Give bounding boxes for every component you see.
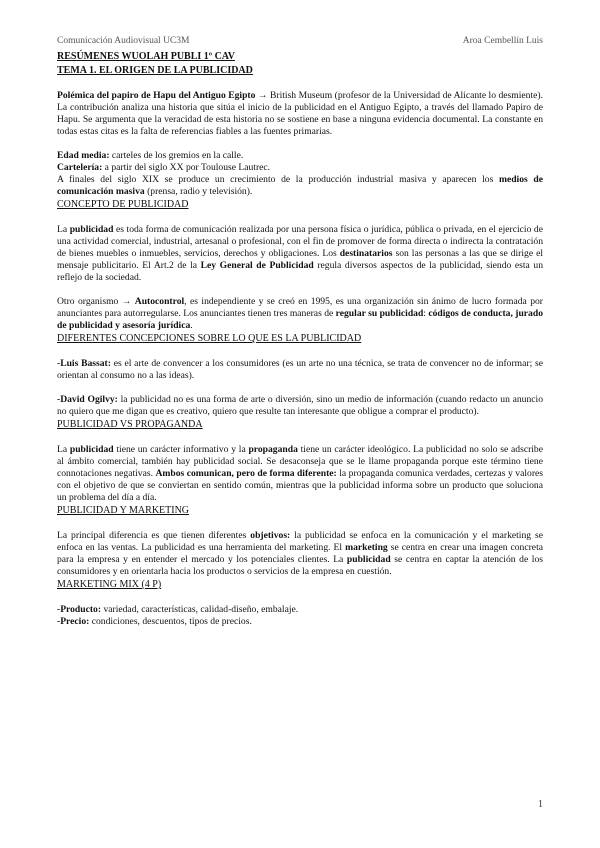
intro-bold: Polémica del papiro de Hapu del Antiguo Egipto	[57, 90, 256, 101]
page-number: 1	[538, 799, 543, 810]
section-heading-mix: MARKETING MIX (4 P)	[57, 579, 162, 590]
document-title: RESÚMENES WUOLAH PUBLI 1º CAV	[57, 51, 235, 62]
bassat-paragraph: -Luis Bassat: es el arte de convencer a los consumidores (es un arte no una técnica, se trata de convencer no de informar; se orientan al consumo no a las ideas).	[57, 358, 543, 381]
mix-producto-line: -Producto: variedad, características, calidad-diseño, embalaje.	[57, 604, 299, 615]
intro-paragraph: Polémica del papiro de Hapu del Antiguo Egipto → British Museum (profesor de la Universidad de Alicante lo desmiente). La contribución analiza una historia que sitúa el inicio de la publicidad en el Antiguo Egipto, a través del llamado Papiro de Hapu. Se argumenta que la veracidad de esta historia no se sostiene en base a ninguna evidencia documental. La constante en todas estas citas es la falta de referencias fiables a las fuentes primarias.	[57, 90, 543, 137]
section-heading-concepto: CONCEPTO DE PUBLICIDAD	[57, 199, 189, 210]
propaganda-paragraph: La publicidad tiene un carácter informativo y la propaganda tiene un carácter ideológico. La publicidad no solo se adscribe al ámbito comercial, también hay publicidad social. Se desaconseja que se le llame propaganda porque este término tiene connotaciones negativas. Ambos comunican, pero de forma diferente: la propaganda comunica verdades, certezas y valores con el objetivo de que se conviertan en sentido común, mientras que la publicidad informa sobre un producto que soluciona un problema del día a día.	[57, 444, 544, 503]
section-heading-marketing: PUBLICIDAD Y MARKETING	[57, 505, 190, 516]
siglo-xix-paragraph: A finales del siglo XIX se produce un crecimiento de la producción industrial masiva y aparecen los medios de comunicación masiva (prensa, radio y televisión).	[57, 174, 544, 197]
header-left: Comunicación Audiovisual UC3M	[57, 36, 190, 46]
mix-precio-line: -Precio: condiciones, descuentos, tipos de precios.	[57, 616, 252, 627]
edad-media-line: Edad media: carteles de los gremios en la calle.	[57, 150, 244, 161]
header-right: Aroa Cembellín Luis	[462, 36, 543, 46]
concepto-paragraph-2: Otro organismo → Autocontrol, es independiente y se creó en 1995, es una organización sin ánimo de lucro formada por anunciantes para autorregularse. Los anunciantes tienen tres maneras de regular su publicidad: códigos de conducta, jurado de publicidad y asesoría jurídica.	[57, 296, 543, 331]
tema-title: TEMA 1. EL ORIGEN DE LA PUBLICIDAD	[57, 65, 253, 76]
carteleria-line: Cartelería: a partir del siglo XX por Toulouse Lautrec.	[57, 162, 271, 173]
section-heading-propaganda: PUBLICIDAD VS PROPAGANDA	[57, 419, 203, 430]
marketing-paragraph: La principal diferencia es que tienen diferentes objetivos: la publicidad se enfoca en la comunicación y el marketing se enfoca en las ventas. La publicidad es una herramienta del marketing. El marketing se centra en crear una imagen concreta para la empresa y en entender el mercado y los potenciales clientes. La publicidad se centra en captar la atención de los consumidores y en orientarla hacia los productos o servicios de la empresa en cuestión.	[57, 530, 543, 577]
section-heading-concepciones: DIFERENTES CONCEPCIONES SOBRE LO QUE ES LA PUBLICIDAD	[57, 333, 362, 344]
document-body	[57, 50, 543, 628]
page-header	[57, 36, 543, 46]
ogilvy-paragraph: -David Ogilvy: la publicidad no es una forma de arte o diversión, sino un medio de información (cuando redacto un anuncio no quiero que me digan que es creativo, quiero que resulte tan interesante que obligue a comprar el producto).	[57, 394, 543, 417]
concepto-paragraph-1: La publicidad es toda forma de comunicación realizada por una persona física o jurídica, pública o privada, en el ejercicio de una actividad comercial, industrial, artesanal o profesional, con el fin de promover de forma directa o indirecta la contratación de bienes muebles o inmuebles, servicios, derechos y obligaciones. Los destinatarios son las personas a las que se dirige el mensaje publicitario. El Art.2 de la Ley General de Publicidad regula diversos aspectos de la publicidad, siendo esta un reflejo de la sociedad.	[57, 224, 544, 283]
